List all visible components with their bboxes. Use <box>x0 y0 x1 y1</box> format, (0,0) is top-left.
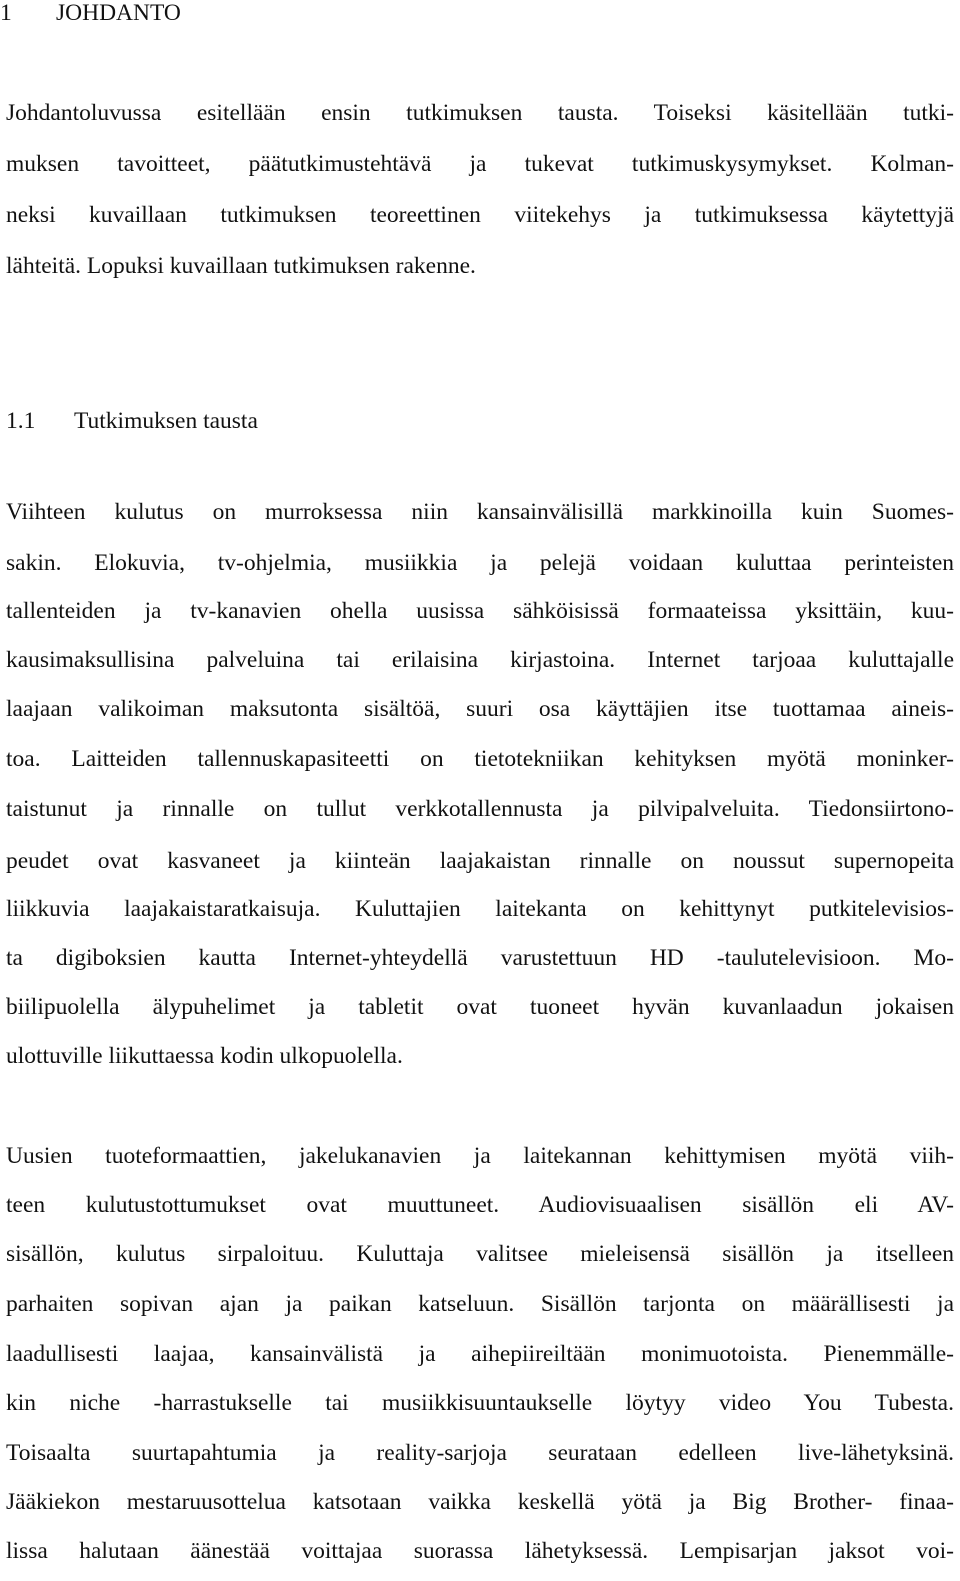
text-line: lähteitä. Lopuksi kuvaillaan tutkimuksen rakenne. <box>6 253 476 279</box>
text-line: Johdantoluvussa esitellään ensin tutkimuksen tausta. Toiseksi käsitellään tutki- <box>6 100 954 126</box>
text-line: laadullisesti laajaa, kansainvälistä ja aihepiireiltään monimuotoista. Pienemmälle- <box>6 1341 954 1367</box>
chapter-title: JOHDANTO <box>56 0 181 26</box>
text-line: Uusien tuoteformaattien, jakelukanavien ja laitekannan kehittymisen myötä viih- <box>6 1143 954 1169</box>
chapter-number: 1 <box>0 0 12 26</box>
text-line: ulottuville liikuttaessa kodin ulkopuolella. <box>6 1043 403 1069</box>
text-line: kausimaksullisina palveluina tai erilaisina kirjastoina. Internet tarjoaa kuluttajalle <box>6 647 954 673</box>
section-title: Tutkimuksen tausta <box>74 408 258 434</box>
text-line: laajaan valikoiman maksutonta sisältöä, suuri osa käyttäjien itse tuottamaa aineis- <box>6 696 954 722</box>
text-line: Viihteen kulutus on murroksessa niin kansainvälisillä markkinoilla kuin Suomes- <box>6 499 954 525</box>
text-line: ta digiboksien kautta Internet-yhteydellä varustettuun HD -taulutelevisioon. Mo- <box>6 945 954 971</box>
text-line: muksen tavoitteet, päätutkimustehtävä ja tukevat tutkimuskysymykset. Kolman- <box>6 151 954 177</box>
text-line: kin niche -harrastukselle tai musiikkisuuntaukselle löytyy video You Tubesta. <box>6 1390 954 1416</box>
text-line: sakin. Elokuvia, tv-ohjelmia, musiikkia ja pelejä voidaan kuluttaa perinteisten <box>6 550 954 576</box>
chapter-heading <box>0 0 181 26</box>
text-line: Toisaalta suurtapahtumia ja reality-sarjoja seurataan edelleen live-lähetyksinä. <box>6 1440 954 1466</box>
section-number: 1.1 <box>6 408 36 434</box>
text-line: peudet ovat kasvaneet ja kiinteän laajakaistan rinnalle on noussut supernopeita <box>6 848 954 874</box>
text-line: biilipuolella älypuhelimet ja tabletit ovat tuoneet hyvän kuvanlaadun jokaisen <box>6 994 954 1020</box>
text-line: sisällön, kulutus sirpaloituu. Kuluttaja valitsee mieleisensä sisällön ja itselleen <box>6 1241 954 1267</box>
text-line: neksi kuvaillaan tutkimuksen teoreettinen viitekehys ja tutkimuksessa käytettyjä <box>6 202 954 228</box>
text-line: Jääkiekon mestaruusottelua katsotaan vaikka keskellä yötä ja Big Brother- finaa- <box>6 1489 954 1515</box>
text-line: teen kulutustottumukset ovat muuttuneet. Audiovisuaalisen sisällön eli AV- <box>6 1192 954 1218</box>
text-line: lissa halutaan äänestää voittajaa suorassa lähetyksessä. Lempisarjan jaksot voi- <box>6 1538 954 1564</box>
section-heading <box>6 408 258 434</box>
text-line: tallenteiden ja tv-kanavien ohella uusissa sähköisissä formaateissa yksittäin, kuu- <box>6 598 954 624</box>
text-line: toa. Laitteiden tallennuskapasiteetti on tietotekniikan kehityksen myötä moninker- <box>6 746 954 772</box>
text-line: parhaiten sopivan ajan ja paikan katseluun. Sisällön tarjonta on määrällisesti ja <box>6 1291 954 1317</box>
text-line: taistunut ja rinnalle on tullut verkkotallennusta ja pilvipalveluita. Tiedonsiirtono- <box>6 796 954 822</box>
text-line: liikkuvia laajakaistaratkaisuja. Kuluttajien laitekanta on kehittynyt putkitelevisios- <box>6 896 954 922</box>
